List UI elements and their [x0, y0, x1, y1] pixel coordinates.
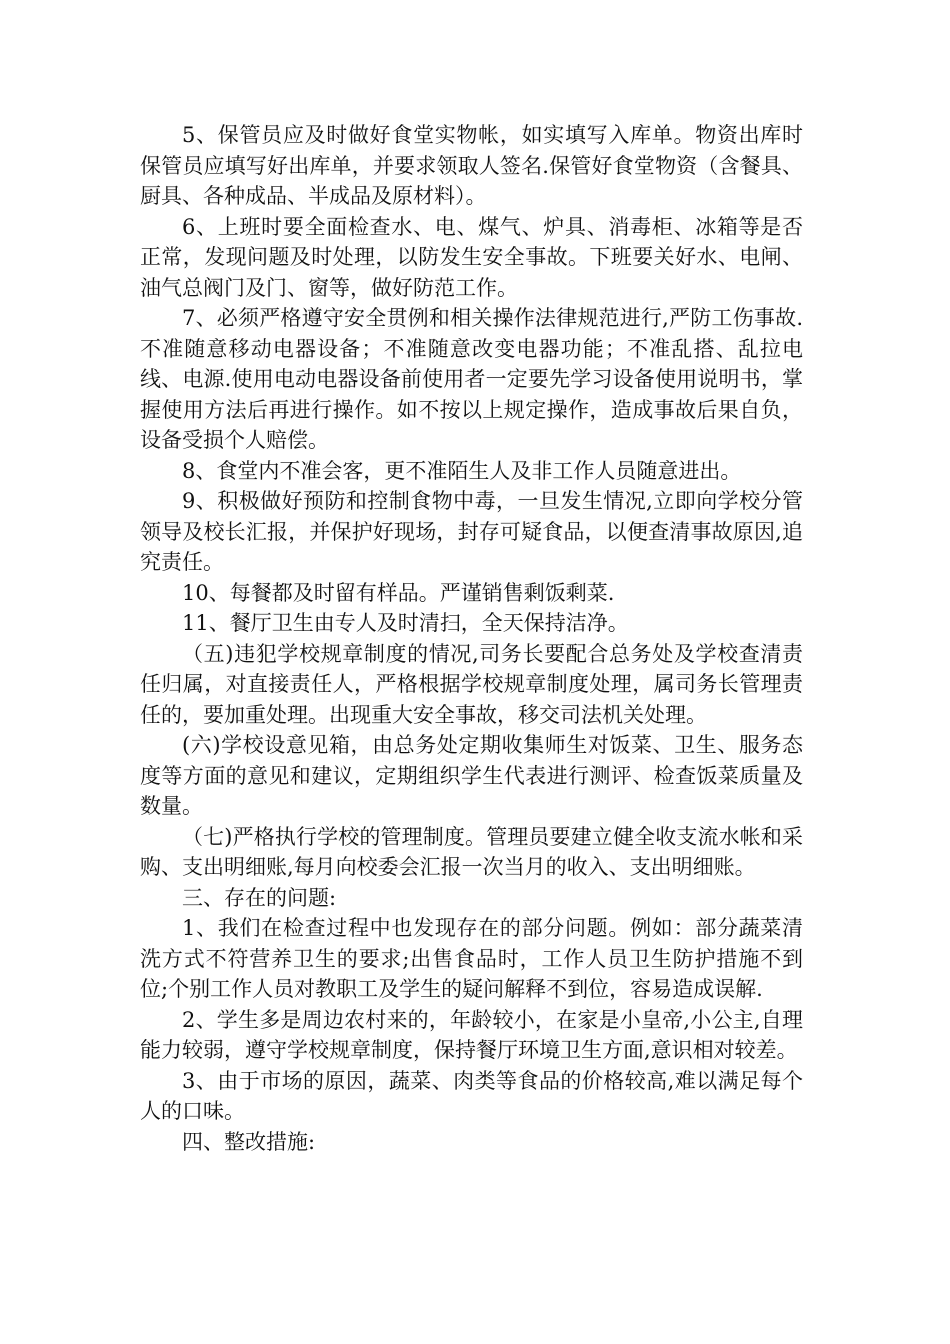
paragraph-item-11: 11、餐厅卫生由专人及时清扫，全天保持洁净。 — [182, 611, 629, 635]
paragraph-section-7: （七)严格执行学校的管理制度。管理员要建立健全收支流水帐和采购、支出明细账,每月向校委会汇报一次当月的收入、支出明细账。 — [140, 824, 803, 879]
paragraph-item-8: 8、食堂内不准会客，更不准陌生人及非工作人员随意进出。 — [182, 458, 742, 483]
paragraph-section-6: (六)学校设意见箱，由总务处定期收集师生对饭菜、卫生、服务态度等方面的意见和建议，定期组织学生代表进行测评、检查饭菜质量及数量。 — [140, 733, 803, 818]
document-body — [140, 120, 803, 1157]
heading-rectification-measures: 四、整改措施: — [182, 1129, 316, 1154]
paragraph-problem-1: 1、我们在检查过程中也发现存在的部分问题。例如：部分蔬菜清洗方式不符营养卫生的要求;出售食品时，工作人员卫生防护措施不到位;个别工作人员对教职工及学生的疑问解释不到位，容易造成误解. — [140, 916, 803, 1001]
paragraph-item-9: 9、积极做好预防和控制食物中毒，一旦发生情况,立即向学校分管领导及校长汇报，并保护好现场，封存可疑食品，以便查清事故原因,追究责任。 — [140, 489, 803, 574]
paragraph-problem-2: 2、学生多是周边农村来的，年龄较小，在家是小皇帝,小公主,自理能力较弱，遵守学校规章制度，保持餐厅环境卫生方面,意识相对较差。 — [140, 1007, 803, 1062]
paragraph-section-5: （五)违犯学校规章制度的情况,司务长要配合总务处及学校查清责任归属，对直接责任人，严格根据学校规章制度处理，属司务长管理责任的，要加重处理。出现重大安全事故，移交司法机关处理。 — [140, 641, 803, 727]
paragraph-item-5: 5、保管员应及时做好食堂实物帐，如实填写入库单。物资出库时保管员应填写好出库单，并要求领取人签名.保管好食堂物资（含餐具、厨具、各种成品、半成品及原材料）。 — [140, 123, 803, 208]
paragraph-item-10: 10、每餐都及时留有样品。严谨销售剩饭剩菜. — [182, 580, 615, 605]
heading-existing-problems: 三、存在的问题: — [182, 885, 337, 910]
paragraph-item-7: 7、必须严格遵守安全贯例和相关操作法律规范进行,严防工伤事故.不准随意移动电器设备；不准随意改变电器功能；不准乱搭、乱拉电线、电源.使用电动电器设备前使用者一定要先学习设备使用说明书，掌握使用方法后再进行操作。如不按以上规定操作，造成事故后果自负，设备受损个人赔偿。 — [140, 306, 803, 452]
paragraph-problem-3: 3、由于市场的原因，蔬菜、肉类等食品的价格较高,难以满足每个人的口味。 — [140, 1068, 803, 1123]
paragraph-item-6: 6、上班时要全面检查水、电、煤气、炉具、消毒柜、冰箱等是否正常，发现问题及时处理，以防发生安全事故。下班要关好水、电闸、油气总阀门及门、窗等，做好防范工作。 — [140, 214, 803, 300]
